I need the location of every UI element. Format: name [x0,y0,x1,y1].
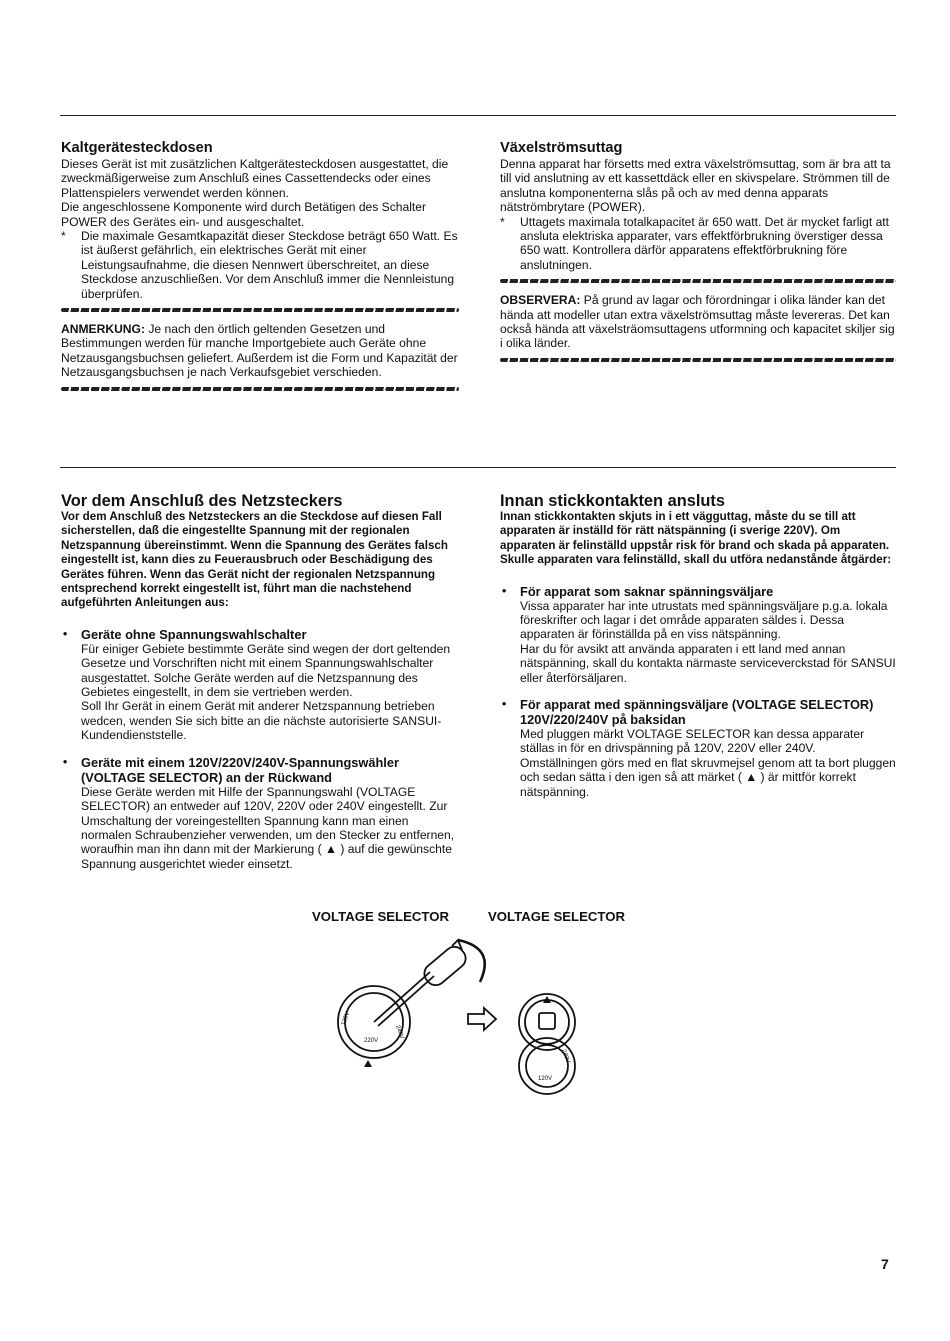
note-text: Die maximale Gesamtkapazität dieser Steckdose beträgt 650 Watt. Es ist äußerst gefährlich, ein elektrisches Gerät mit einer Leistungsaufnahme, die diesen Nennwert überschreitet, an diese Steckdose anzuschließen. Vor dem Anschluß immer die Nennleistung überprüfen. [81,229,458,301]
top-rule [60,115,896,116]
note [61,229,459,301]
section-title: Växelströmsuttag [500,140,623,156]
intro: Vor dem Anschluß des Netzsteckers an die Steckdose auf diesen Fall sicherstellen, daß die eingestellte Spannung mit der regionalen Netzspannung übereinstimmt. Wenn die Spannung des Gerätes falsch eingestellt ist, kann dies zu Feuerausbruch oder Beschädigung des Gerätes führen. Wenn das Gerät nicht der regionalen Netzspannung entsprechend korrekt eingestellt ist, führt man die nachstehend aufgeführten Anleitungen aus: [61,510,448,610]
section-vaxelstromsuttag [500,140,896,370]
bullet-no-selector [61,627,459,743]
bullet-text: Med pluggen märkt VOLTAGE SELECTOR kan dessa apparater ställas in för en drivspänning på 120V, 220V eller 240V. Omställningen görs med en flat skruvmejsel genom att ta bort pluggen och sedan sätta i den igen så att märket ( ▲ ) är mittför korrekt nätspänning. [520,727,896,799]
bullet-with-selector [500,697,896,799]
remark-text: Je nach den örtlich geltenden Gesetzen und Bestimmungen werden für manche Importgebiete auch Geräte ohne Netzausgangsbuchsen geliefert. Außerdem ist die Form und Kapazität der Netzausgangsbuchsen je nach Verkaufsgebiet verschieden. [61,322,458,380]
bullet-title: För apparat med spänningsväljare (VOLTAGE SELECTOR) 120V/220/240V på baksidan [520,697,874,728]
voltage-240-label: 240V [394,1024,405,1040]
voltage-220-label: 220V [364,1038,379,1044]
right-arrow-icon [468,1008,496,1030]
marker-triangle-icon [364,1060,372,1067]
separator [61,387,459,391]
paragraph: Dieses Gerät ist mit zusätzlichen Kaltgerätesteckdosen ausgestattet, die zweckmäßigerweise zum Anschluß eines Cassettendecks oder eines Plattenspielers verwendet werden können. [61,157,449,200]
middle-rule [60,467,896,468]
page-number: 7 [881,1256,889,1272]
voltage-selector-label-left: VOLTAGE SELECTOR [312,909,450,924]
bullet-title: Geräte mit einem 120V/220V/240V-Spannungswähler (VOLTAGE SELECTOR) an der Rückwand [81,754,399,785]
bullet-text: Für einiger Gebiete bestimmte Geräte sind wegen der dort geltenden Gesetze und Vorschriften nicht mit einem Spannungswahlschalter ausgestattet. Solche Geräte werden auf die Netzspannung des Gebietes eingestellt, in dem sie vertrieben werden. [81,641,451,700]
section-title: Vor dem Anschluß des Netzsteckers [61,492,343,510]
separator [500,279,896,283]
remark-label: OBSERVERA: [500,293,581,308]
bullet-with-selector [61,755,459,871]
voltage-120-label: 120V [538,1076,553,1082]
remark-text: På grund av lagar och förordningar i olika länder kan det hända att modeller utan extra växelströmsuttag måste levereras. Det kan också hända att växelsträomsuttagens utformning och kapacitet skiljer sig i olika länder. [500,293,895,351]
asterisk-mark: * [61,229,66,244]
bullet-dot: • [63,626,68,641]
bullet-text: Har du för avsikt att använda apparaten i ett land med annan nätspänning, skall du kontakta närmaste serviceverckstad för SANSUI eller återförsäljaren. [520,641,896,685]
section-kaltgeraetesteckdosen [61,140,459,399]
paragraph: Die angeschlossene Komponente wird durch Betätigen des Schalter POWER des Gerätes ein- und ausgeschaltet. [61,200,427,229]
bullet-title: Geräte ohne Spannungswahlschalter [81,626,307,642]
voltage-120-label: 120V [340,1011,352,1027]
bullet-no-selector [500,584,896,685]
remark-label: ANMERKUNG: [61,322,145,337]
voltage-selector-label-right: VOLTAGE SELECTOR [488,909,626,924]
bullet-title: För apparat som saknar spänningsväljare [520,583,774,599]
selector-socket-and-plug [519,994,575,1094]
section-title: Kaltgerätesteckdosen [61,140,213,156]
bullet-text: Vissa apparater har inte utrustats med spänningsväljare p.g.a. lokala föreskrifter och lagar i det område apparaten säldes i. Dessa apparaten är förinställda på en viss nätspänning. [520,598,888,642]
bullet-dot: • [502,697,507,712]
remark [500,293,896,351]
note [500,215,896,273]
voltage-240-label: 240V [560,1048,571,1064]
paragraph: Denna apparat har försetts med extra växelströmsuttag, som är bra att ta till vid anslutning av ett kassettdäck eller en skivspelare. Strömmen till de anslutna komponenterna slås på och av med denna apparats nätströmbrytare (POWER). [500,157,891,215]
bullet-text: Soll Ihr Gerät in einem Gerät mit anderer Netzspannung betrieben wedcen, wenden Sie sich bitte an die nächste autorisierte SANSUI-Kundendienststelle. [81,699,442,743]
bullet-dot: • [502,583,507,598]
remark [61,322,459,380]
marker-triangle-icon [543,996,551,1003]
section-vor-dem-anschluss [61,492,459,871]
section-innan-stickkontakten [500,492,896,799]
intro: Innan stickkontakten skjuts in i ett vägguttag, måste du se till att apparaten är inställd för rätt nätspänning (i sverige 220V). Om apparaten är felinställd uppstår risk för brand och skada på apparaten. Skulle apparaten vara felinställd, skall du utföra nedanstånde åtgärder: [500,510,892,567]
bullet-dot: • [63,754,68,769]
separator [500,358,896,362]
asterisk-mark: * [500,214,505,229]
note-text: Uttagets maximala totalkapacitet är 650 watt. Det är mycket farligt att ansluta elektriska apparater, vars effektförbrukning överstiger dessa 650 watt. Kontrollera därför apparatens effektförbrukning före anslutningen. [520,214,890,272]
selector-with-screwdriver [338,940,485,1058]
separator [61,308,459,312]
section-title: Innan stickkontakten ansluts [500,492,725,510]
bullet-text: Diese Geräte werden mit Hilfe der Spannungswahl (VOLTAGE SELECTOR) an entweder auf 120V, 220V oder 240V eingestellt. Zur Umschaltung der voreingestellten Spannung kann man einen normalen Schraubenzieher verwenden, um den Stecker zu entfernen, woraufhin man ihn dann mit der Markierung ( ▲ ) auf die gewünschte Spannung ausgerichtet wieder einsetzt. [81,784,455,871]
